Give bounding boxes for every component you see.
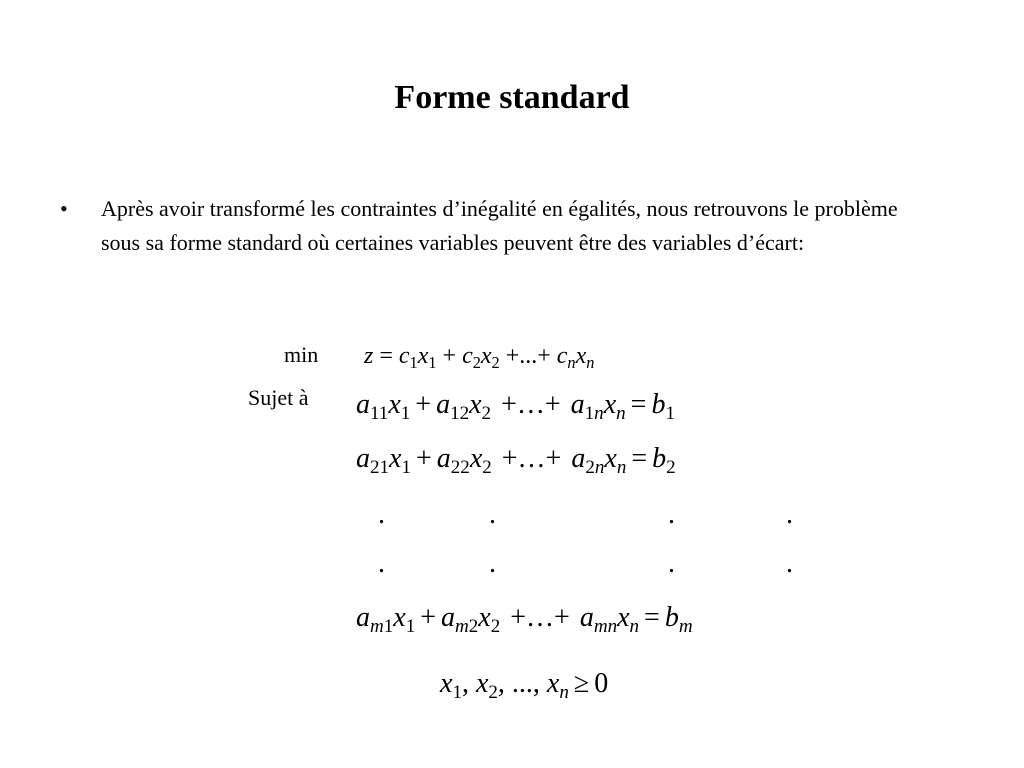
subject-to-label: Sujet à (248, 385, 309, 410)
ellipsis-dot: . (378, 499, 385, 530)
ellipsis-dot: . (786, 499, 793, 530)
ellipsis-dot: . (668, 499, 675, 530)
constraint-row-m: $a_{m1}x_1 + a_{m2}x_2$ +…+ $a_{mn}x_n = b_m$ (356, 602, 693, 638)
ellipsis-dot: . (378, 548, 385, 579)
constraint-row-2: $a_{21}x_1 + a_{22}x_2$ +…+ $a_{2n}x_n = b_2$ (356, 443, 676, 479)
bullet-marker: • (60, 196, 68, 221)
ellipsis-dot: . (489, 499, 496, 530)
ellipsis-dot: . (489, 548, 496, 579)
min-label: min (284, 342, 319, 367)
bullet-text: Après avoir transformé les contraintes d’inégalité en égalités, nous retrouvons le problème sous sa forme standard où certaines variables peuvent être des variables d’écart: (101, 196, 898, 255)
constraint-row-1: $a_{11}x_1 + a_{12}x_2$ +…+ $a_{1n}x_n = b_1$ (356, 389, 675, 425)
slide-title: Forme standard (394, 79, 630, 116)
objective-function: $z = c_1x_1 + c_2x_2$ +...+ $c_nx_n$ (364, 343, 595, 373)
ellipsis-dot: . (786, 548, 793, 579)
non-negativity-constraint: $x_1$, $x_2$, ..., $x_n \ge 0$ (440, 668, 609, 704)
ellipsis-dot: . (668, 548, 675, 579)
